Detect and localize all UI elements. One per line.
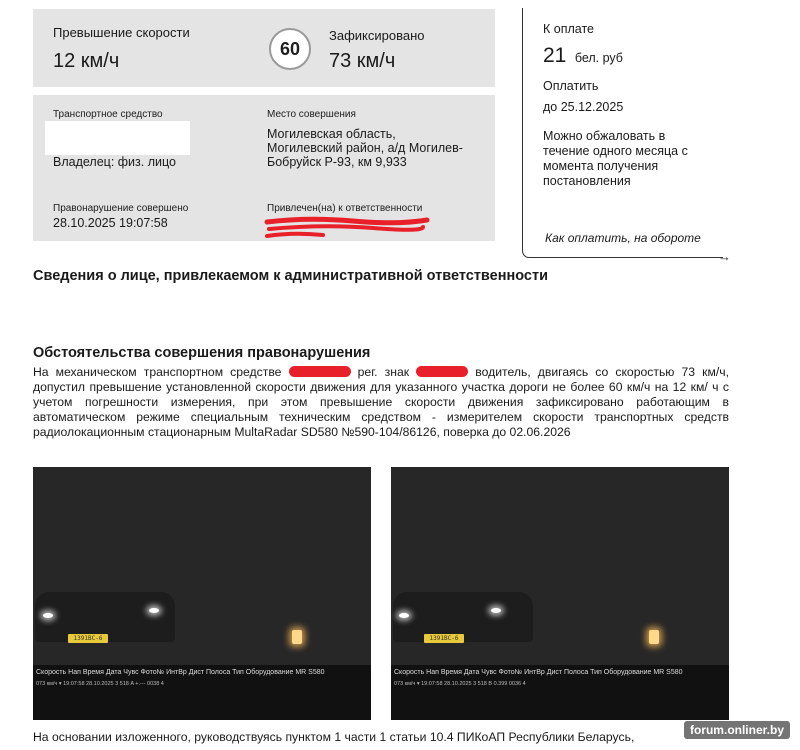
plate-number-redaction bbox=[416, 366, 468, 377]
excess-speed-label: Превышение скорости bbox=[53, 25, 190, 40]
license-plate: 1391ВС-6 bbox=[424, 634, 464, 643]
how-to-pay-link[interactable]: Как оплатить, на обороте bbox=[545, 231, 701, 245]
arrow-right-icon: → bbox=[718, 249, 731, 264]
radar-photo-1 bbox=[33, 467, 371, 720]
pay-deadline: до 25.12.2025 bbox=[543, 100, 624, 114]
vehicle-redaction bbox=[45, 121, 190, 155]
liable-label: Привлечен(на) к ответственности bbox=[267, 203, 423, 214]
road-reflector bbox=[649, 630, 659, 644]
photo-caption-values: 073 км/ч ▾ 19:07:58 28.10.2025 3 518 B 0.399 0036 4 bbox=[394, 681, 526, 687]
circ-text-part: На механическом транспортном средстве bbox=[33, 365, 282, 379]
place-text bbox=[267, 127, 463, 169]
vehicle-label: Транспортное средство bbox=[53, 109, 163, 120]
place-line: Бобруйск Р-93, км 9,933 bbox=[267, 155, 407, 169]
car-headlight bbox=[43, 613, 53, 618]
speed-limit-value: 60 bbox=[279, 38, 301, 59]
circ-text-part: водитель, двигаясь со скоростью 73 км/ч, допустил превышение установленной скорости движения для указанного участка дороги не более 60 км/ч на 12 км/ ч с учетом погрешности измерения, при этом превышение скорости движения зафиксировано работающим в автоматическом режиме специальным техническим средством - измерителем скорости транспортных средств радиолокационным стационарным MultaRadar SD580 №590-104/86126, поверка до 02.06.2026 bbox=[33, 365, 729, 439]
excess-speed-value: 12 км/ч bbox=[53, 50, 120, 72]
appeal-line: течение одного месяца с bbox=[543, 144, 688, 158]
car-headlight bbox=[149, 608, 159, 613]
pay-label: Оплатить bbox=[543, 79, 599, 93]
vehicle-model-redaction bbox=[289, 366, 351, 377]
violation-time-label: Правонарушение совершено bbox=[53, 203, 189, 214]
person-section-heading: Сведения о лице, привлекаемом к административной ответственности bbox=[33, 268, 548, 284]
appeal-text bbox=[543, 129, 688, 189]
photo-caption-header: Скорость Нап Время Дата Чувс Фото№ ИнтВр Дист Полоса Тип Оборудование MR S580 bbox=[394, 669, 683, 676]
vehicle-info-box bbox=[33, 95, 495, 241]
amount-row bbox=[543, 44, 623, 68]
photo-caption-header: Скорость Нап Время Дата Чувс Фото№ ИнтВр Дист Полоса Тип Оборудование MR S580 bbox=[36, 669, 325, 676]
currency-label: бел. руб bbox=[574, 51, 623, 65]
road-reflector bbox=[292, 630, 302, 644]
photo-caption-values: 073 км/ч ▾ 19:07:58 28.10.2025 3 518 A +.--- 0038 4 bbox=[36, 681, 164, 687]
amount-value: 21 bbox=[543, 44, 567, 67]
photo-caption-strip bbox=[33, 665, 371, 720]
forum-watermark: forum.onliner.by bbox=[684, 721, 790, 739]
place-line: Могилевский район, а/д Могилев- bbox=[267, 141, 463, 155]
basis-text: На основании изложенного, руководствуясь пунктом 1 части 1 статьи 10.4 ПИКоАП Республики Беларусь, bbox=[33, 730, 635, 744]
car-headlight bbox=[399, 613, 409, 618]
license-plate: 1391ВС-6 bbox=[68, 634, 108, 643]
appeal-line: момента получения bbox=[543, 159, 659, 173]
violation-datetime: 28.10.2025 19:07:58 bbox=[53, 216, 168, 230]
place-label: Место совершения bbox=[267, 109, 356, 120]
due-label: К оплате bbox=[543, 22, 594, 36]
payment-panel bbox=[522, 8, 731, 264]
liable-redaction-scribble bbox=[263, 215, 433, 243]
appeal-line: постановления bbox=[543, 174, 631, 188]
circ-text-part: рег. знак bbox=[357, 365, 410, 379]
speed-summary-box bbox=[33, 9, 495, 87]
recorded-speed-label: Зафиксировано bbox=[329, 28, 425, 43]
radar-photo-2 bbox=[391, 467, 729, 720]
place-line: Могилевская область, bbox=[267, 127, 396, 141]
photo-caption-strip bbox=[391, 665, 729, 720]
car-headlight bbox=[491, 608, 501, 613]
owner-text: Владелец: физ. лицо bbox=[53, 155, 176, 169]
appeal-line: Можно обжаловать в bbox=[543, 129, 666, 143]
circumstances-heading: Обстоятельства совершения правонарушения bbox=[33, 345, 371, 361]
speed-limit-sign bbox=[269, 28, 311, 70]
circumstances-paragraph bbox=[33, 365, 729, 440]
recorded-speed-value: 73 км/ч bbox=[329, 50, 396, 72]
